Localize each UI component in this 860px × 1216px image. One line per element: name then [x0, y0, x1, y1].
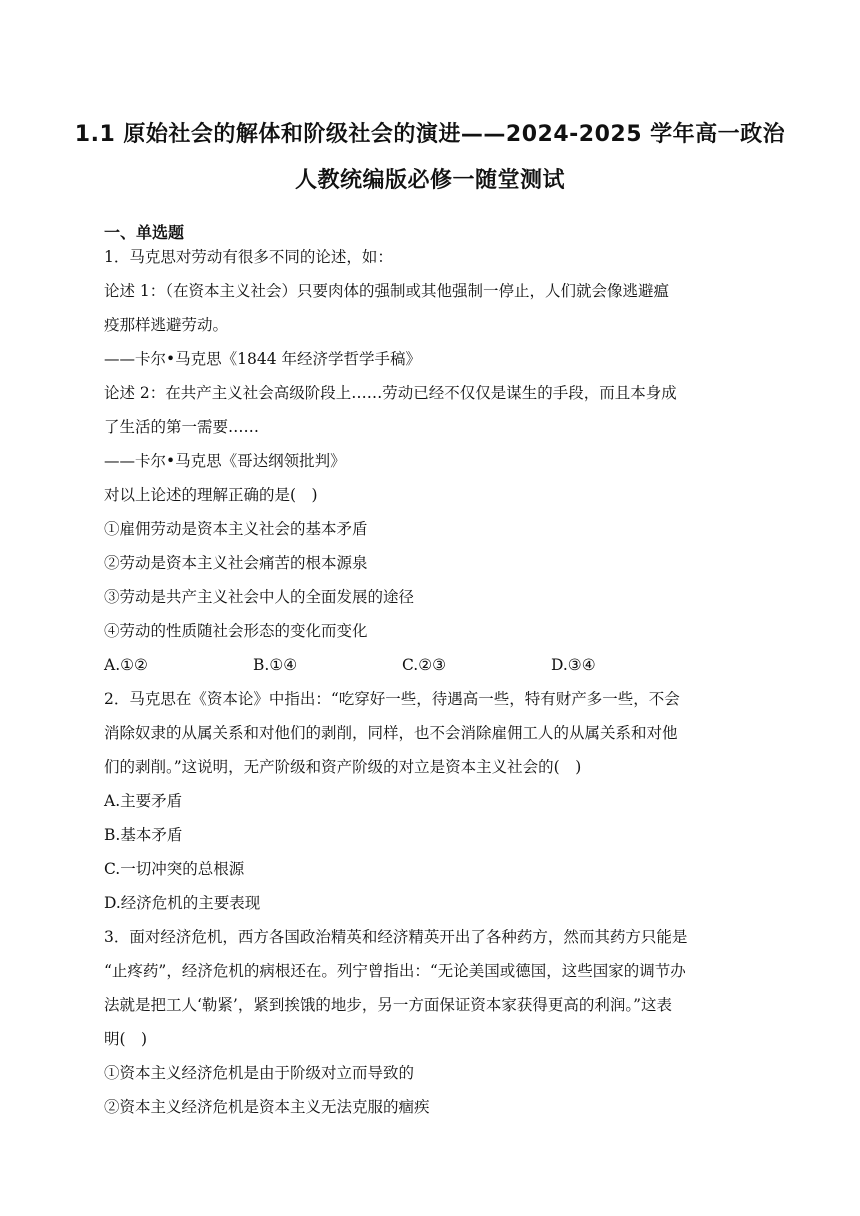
option-a: A.主要矛盾 — [104, 792, 183, 810]
document-title — [60, 112, 800, 204]
section-heading: 一、单选题 — [104, 223, 185, 242]
quote-text: 疫那样逃避劳动。 — [104, 316, 229, 334]
title-line-1: 1.1 原始社会的解体和阶级社会的演进——2024-2025 学年高一政治 — [74, 122, 786, 147]
question-stem: “止疼药”，经济危机的病根还在。列宁曾指出：“无论美国或德国，这些国家的调节办 — [104, 962, 686, 980]
option-d: D.经济危机的主要表现 — [104, 894, 261, 912]
quote-text: 了生活的第一需要…… — [104, 418, 260, 436]
option-a: A.①② — [104, 656, 148, 674]
statement-item: ①雇佣劳动是资本主义社会的基本矛盾 — [104, 520, 368, 538]
question-1 — [104, 240, 764, 682]
question-stem: 3．面对经济危机，西方各国政治精英和经济精英开出了各种药方，然而其药方只能是 — [104, 928, 688, 946]
quote-source: ——卡尔•马克思《哥达纲领批判》 — [104, 452, 346, 470]
question-prompt: 对以上论述的理解正确的是( ) — [104, 486, 318, 504]
question-2 — [104, 682, 764, 920]
quote-text: 论述 1：（在资本主义社会）只要肉体的强制或其他强制一停止，人们就会像逃避瘟 — [104, 282, 670, 300]
statement-item: ④劳动的性质随社会形态的变化而变化 — [104, 622, 368, 640]
statement-item: ②资本主义经济危机是资本主义无法克服的痼疾 — [104, 1098, 430, 1116]
answer-options — [104, 648, 764, 682]
quote-text: 论述 2：在共产主义社会高级阶段上……劳动已经不仅仅是谋生的手段，而且本身成 — [104, 384, 677, 402]
option-d: D.③④ — [551, 656, 596, 674]
option-c: C.一切冲突的总根源 — [104, 860, 245, 878]
question-list — [104, 240, 764, 1124]
option-b: B.①④ — [253, 656, 298, 674]
question-stem: 法就是把工人‘勒紧’，紧到挨饿的地步，另一方面保证资本家获得更高的利润。”这表 — [104, 996, 673, 1014]
question-stem: 1．马克思对劳动有很多不同的论述，如： — [104, 248, 393, 266]
statement-item: ①资本主义经济危机是由于阶级对立而导致的 — [104, 1064, 415, 1082]
option-b: B.基本矛盾 — [104, 826, 183, 844]
question-3 — [104, 920, 764, 1124]
quote-source: ——卡尔•马克思《1844 年经济学哲学手稿》 — [104, 350, 422, 368]
statement-item: ②劳动是资本主义社会痛苦的根本源泉 — [104, 554, 368, 572]
statement-item: ③劳动是共产主义社会中人的全面发展的途径 — [104, 588, 415, 606]
question-stem: 们的剥削。”这说明，无产阶级和资产阶级的对立是资本主义社会的( ) — [104, 758, 582, 776]
question-stem: 明( ) — [104, 1030, 148, 1048]
question-stem: 2．马克思在《资本论》中指出：“吃穿好一些，待遇高一些，特有财产多一些，不会 — [104, 690, 680, 708]
option-c: C.②③ — [402, 656, 447, 674]
title-line-2: 人教统编版必修一随堂测试 — [294, 168, 565, 193]
question-stem: 消除奴隶的从属关系和对他们的剥削，同样，也不会消除雇佣工人的从属关系和对他 — [104, 724, 678, 742]
